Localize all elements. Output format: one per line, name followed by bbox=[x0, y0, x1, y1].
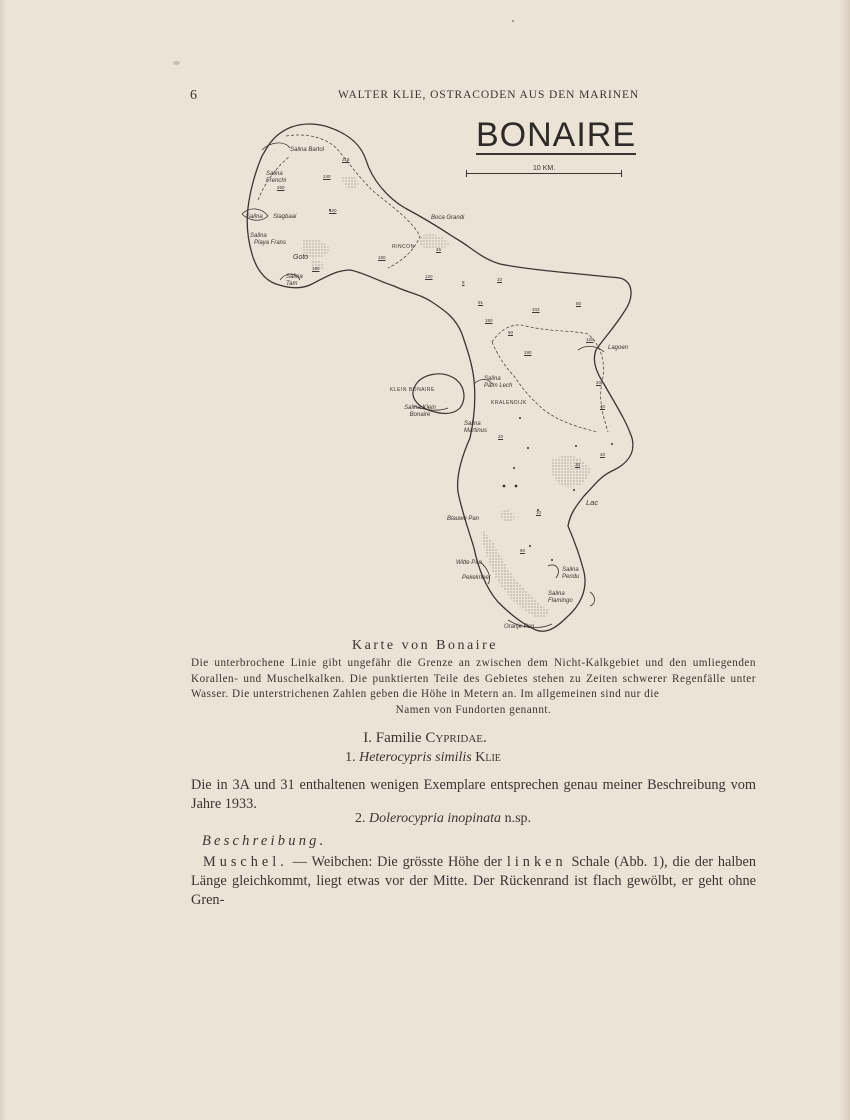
map-label: RINCON bbox=[392, 244, 415, 250]
bonaire-map bbox=[235, 112, 645, 637]
map-label: Salina Palm Lech bbox=[484, 376, 513, 389]
map-label: KLEIN BONAIRE bbox=[390, 387, 435, 393]
map-label: Boca Grandi bbox=[431, 215, 465, 221]
paragraph-1: Die in 3A und 31 enthaltenen wenigen Exemplare entsprechen genau meiner Beschreibung vom Jahre 1933. bbox=[191, 777, 756, 812]
elevation-label: 80 bbox=[576, 301, 582, 306]
paper-spot bbox=[173, 61, 180, 65]
page-edge-left bbox=[0, 0, 6, 1120]
map-label: Salina Bartol bbox=[290, 147, 325, 153]
elevation-label: 190 bbox=[524, 350, 532, 355]
elevation-label: 40 bbox=[600, 452, 606, 457]
map-label: Lac bbox=[586, 498, 599, 507]
map-label: Salina Klein Bonaire bbox=[404, 405, 436, 418]
elevation-label: 50 bbox=[508, 330, 514, 335]
elevation-label: 240 bbox=[323, 174, 331, 179]
species-suffix: n.sp. bbox=[504, 811, 532, 826]
section-name: Familie bbox=[375, 730, 422, 746]
map-label: Pekelmeer bbox=[462, 575, 491, 581]
map-caption-text bbox=[191, 656, 756, 718]
map-label: Playa Frans bbox=[254, 240, 287, 246]
map-title: BONAIRE bbox=[476, 116, 637, 154]
page-number: 6 bbox=[190, 88, 197, 103]
elevation-label: 8 bbox=[462, 280, 465, 285]
elevation-label: 120 bbox=[586, 337, 594, 342]
map-caption-body: Die unterbrochene Linie gibt ungefähr die Grenze an zwischen dem Nicht-Kalkgebiet und den umliegenden Korallen- und Muschelkalken. Die punktierten Teile des Gebietes stehen zu Zeiten schwerer Regenfälle unter Wasser. Die unterstrichenen Zahlen geben die Höhe in Metern an. Im allgemeinen sind nur die bbox=[191, 657, 756, 700]
species-author: Klie bbox=[475, 750, 501, 765]
paper-spot bbox=[512, 20, 514, 22]
map-label: Salina Tam bbox=[286, 274, 303, 287]
elevation-label: 40 bbox=[600, 404, 606, 409]
map-caption-title: Karte von Bonaire bbox=[352, 638, 498, 653]
elevation-label: 10 bbox=[536, 510, 542, 515]
map-scale-label: 10 KM. bbox=[533, 165, 556, 172]
bonaire-coastline bbox=[247, 124, 633, 631]
map-label: Witte Pan bbox=[456, 560, 482, 566]
map-label: Salina bbox=[250, 233, 267, 239]
section-number: I. bbox=[363, 730, 372, 746]
elevation-label: 250 bbox=[277, 185, 285, 190]
paragraph-2 bbox=[191, 853, 756, 910]
map-label: Salina Pendu bbox=[562, 567, 580, 580]
paragraph-lead: Muschel. bbox=[203, 854, 288, 870]
elevation-label: 30 bbox=[575, 462, 581, 467]
map-label: Salina bbox=[246, 214, 263, 220]
elevation-label: 20 bbox=[596, 380, 602, 385]
species-number: 1. bbox=[345, 750, 356, 765]
species-number: 2. bbox=[354, 811, 366, 826]
map-label: KRALENDIJK bbox=[491, 400, 527, 406]
map-label: Lagoen bbox=[608, 345, 629, 351]
paragraph-text: — Weibchen: Die grösste Höhe der bbox=[287, 854, 507, 870]
map-label: Goto bbox=[293, 254, 309, 261]
species-name: Heterocypris similis bbox=[359, 750, 472, 765]
paragraph-text: Schale (Abb. 1), die der halben Länge gleichkommt, liegt etwas vor der Mitte. Der Rückenrand ist flach gewölbt, er geht ohne Gren- bbox=[191, 854, 757, 908]
map-label: Salina Frenchi bbox=[266, 171, 287, 184]
map-markers bbox=[329, 209, 613, 561]
species-name: Dolerocypria inopinata bbox=[368, 811, 502, 826]
elevation-label: 120 bbox=[425, 274, 433, 279]
elevation-label: 10 bbox=[497, 277, 503, 282]
running-head bbox=[190, 88, 750, 108]
elevation-label: 150 bbox=[378, 255, 386, 260]
species-heading-2 bbox=[18, 811, 850, 827]
running-title: WALTER KLIE, OSTRACODEN AUS DEN MARINEN bbox=[338, 89, 640, 101]
species-heading-1 bbox=[0, 750, 848, 766]
paragraph-spaced-word: linken bbox=[506, 854, 567, 870]
elevation-label: 120 bbox=[329, 208, 337, 213]
elevation-label: 91 bbox=[478, 300, 484, 305]
map-label: Blauwe Pan bbox=[447, 516, 480, 522]
map-label: Oranje Pan bbox=[504, 624, 535, 630]
elevation-label: 180 bbox=[312, 266, 320, 271]
family-name: Cypridae. bbox=[425, 730, 487, 746]
map-caption-last-line: Namen von Fundorten genannt. bbox=[395, 703, 552, 716]
page-edge-right bbox=[840, 0, 850, 1120]
map-label: Salina Martinus bbox=[464, 421, 488, 434]
map-label: Slagbaai bbox=[273, 214, 297, 220]
elevation-label: 60 bbox=[520, 548, 526, 553]
section-heading bbox=[0, 730, 850, 747]
description-label: Beschreibung. bbox=[202, 833, 327, 849]
map-label: Salina Flamingo bbox=[548, 591, 573, 604]
elevation-label: 45 bbox=[436, 247, 442, 252]
elevation-label: 218 bbox=[342, 157, 350, 162]
elevation-label: 150 bbox=[485, 318, 493, 323]
elevation-label: 20 bbox=[498, 434, 504, 439]
elevation-label: 103 bbox=[532, 307, 540, 312]
